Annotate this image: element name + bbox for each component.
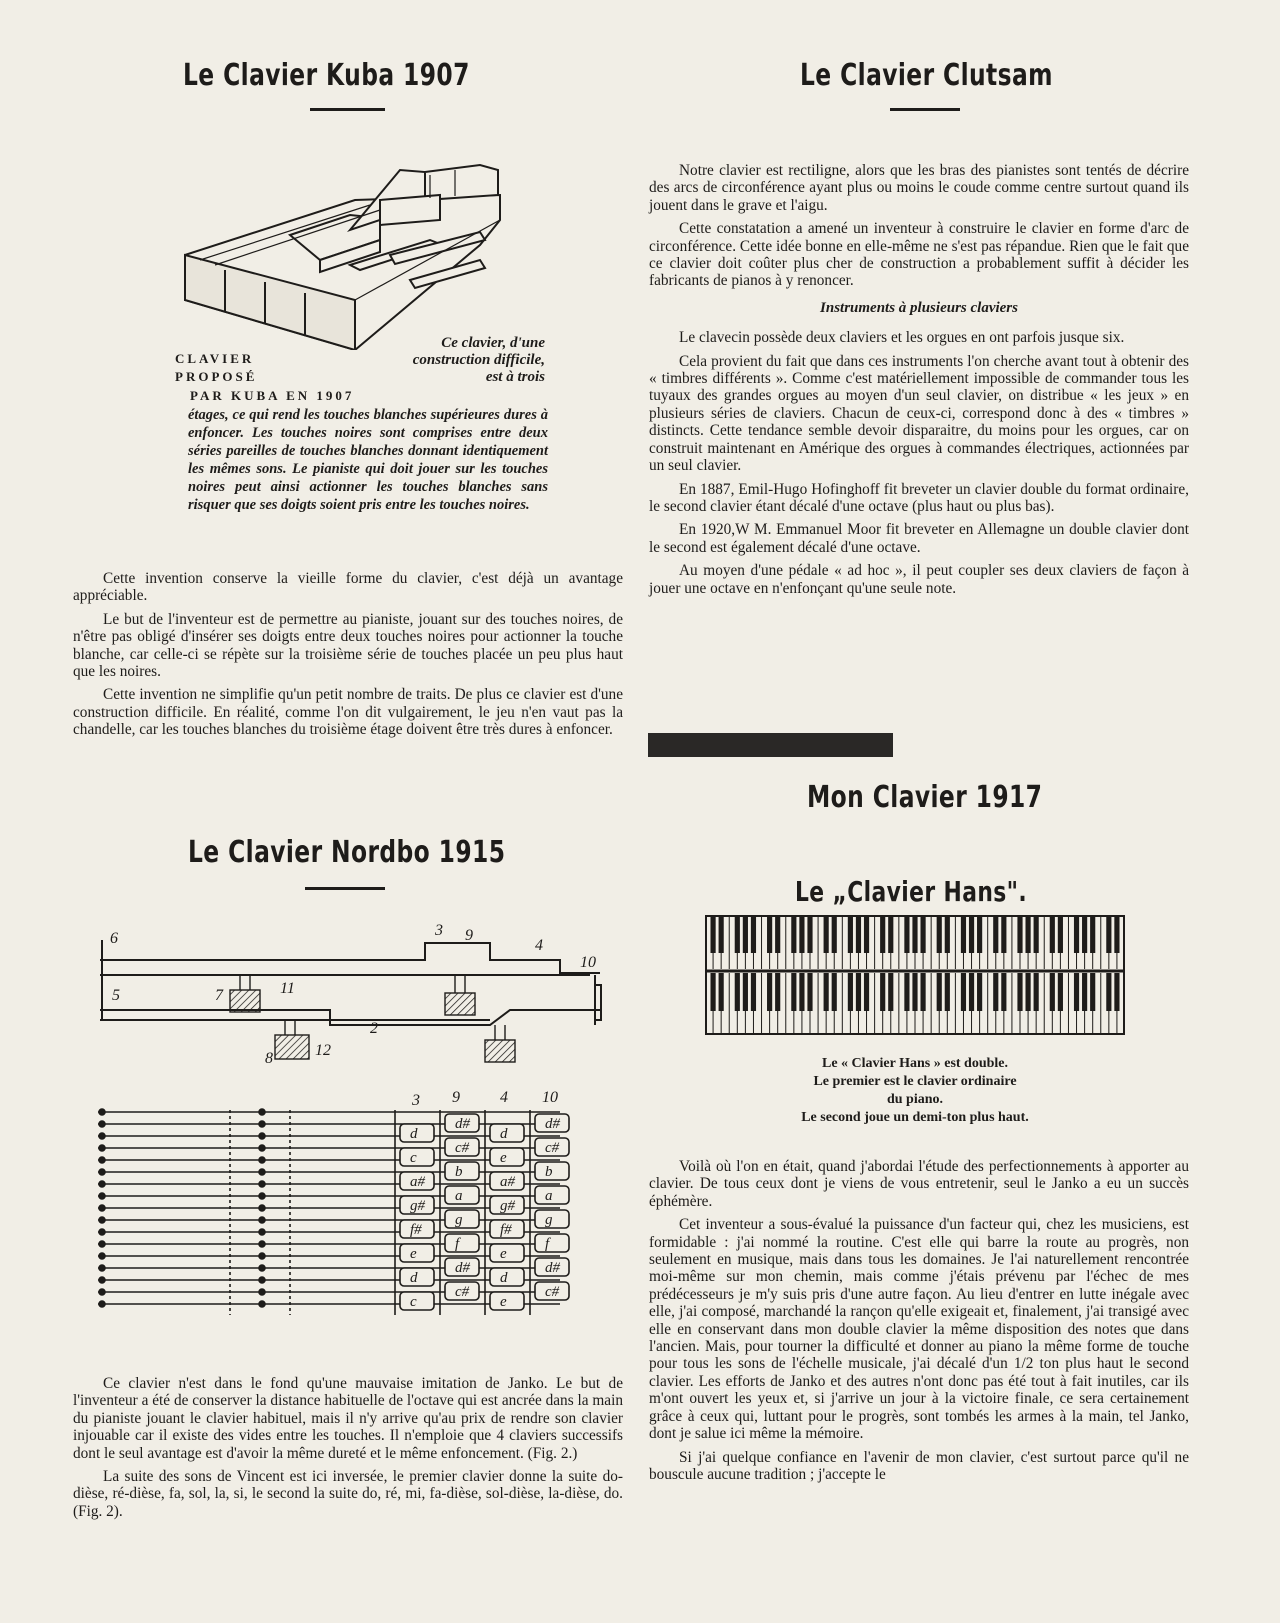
fig2-note-label: d	[410, 1270, 418, 1286]
kuba-label-1: CLAVIER	[175, 351, 255, 366]
fig2-note-label: d	[500, 1270, 508, 1286]
black-key	[1050, 917, 1055, 953]
black-key	[961, 973, 966, 1011]
fig1-label-5: 5	[112, 987, 120, 1004]
fig1-label-8: 8	[265, 1050, 273, 1067]
black-key	[799, 917, 804, 953]
black-key	[710, 917, 715, 953]
black-key	[751, 973, 756, 1011]
black-key	[1106, 973, 1111, 1011]
fig2-key-dot	[99, 1205, 105, 1211]
black-key	[791, 973, 796, 1011]
fig2-key-dot	[259, 1121, 265, 1127]
fig2-key-dot	[99, 1157, 105, 1163]
fig2-key-dot	[259, 1229, 265, 1235]
kuba-paragraph-2: Le but de l'inventeur est de permettre au pianiste, jouant sur des touches noires, de n'être pas obligé d'insérer ses doigts entre deux touches noires pour actionner la touche blanche, car celle-ci se répète sur la troisième série de touches placée un peu plus haut que les noires.	[73, 610, 623, 681]
fig2-key-dot	[259, 1169, 265, 1175]
black-key	[1025, 973, 1030, 1011]
fig2-note-key	[490, 1148, 524, 1166]
black-key	[864, 973, 869, 1011]
black-key	[904, 917, 909, 953]
kuba-paragraph-3: Cette invention ne simplifie qu'un petit nombre de traits. De plus ce clavier est d'une construction difficile. En réalité, comme l'on dit vulgairement, le jeu n'en vaut pas la chandelle, car les touches blanches du troisième étage doivent être très dures à enfoncer.	[73, 686, 623, 739]
mon-clavier-paragraph-2: Cet inventeur a sous-évalué la puissance d'un facteur qui, chez les musiciens, est formidable : j'ai nommé la routine. C'est elle qui barre la route au progrès, non seulement en musique, mais dans tous les domaines. Je l'ai naturellement rencontrée moi-même sur mon chemin, mais comme j'étais prévenu par l'échec de mes prédécesseurs je m'y suis pris d'une autre façon. Au lieu d'entrer en lutte inégale avec elle, j'ai composé, marchandé la rançon qu'elle exigeait et, finalement, j'ai transigé avec elle en conservant dans mon double clavier la même disposition des notes que dans l'ancien. Mais, pour tourner la difficulté et donner au piano la même forme de touche pour tous les sons de l'échelle musicale, j'ai décalé d'un 1/2 ton plus haut le second clavier. Les efforts de Janko et des autres n'ont donc pas été tout à fait inutiles, car ils m'ont ouvert les yeux et, si j'arrive un jour à la victoire finale, ce sera certainement grâce à ceux qui, luttant pour le progrès, sont tombés les armes à la main, tel Janko, dont je salue ici même la mémoire.	[649, 1216, 1189, 1443]
fig2-key-dot	[259, 1265, 265, 1271]
black-key	[1001, 917, 1006, 953]
nordbo-paragraph-2: La suite des sons de Vincent est ici inversée, le premier clavier donne la suite do-dièse, ré-dièse, fa, sol, la, si, le second la suite do, ré, mi, fa-dièse, sol-dièse, la-dièse, do. (Fig. 2).	[73, 1468, 623, 1520]
fig2-note-label: c#	[455, 1140, 470, 1156]
black-key	[1058, 917, 1063, 953]
kuba-paragraph-1: Cette invention conserve la vieille forme du clavier, c'est déjà un avantage appréciable.	[73, 570, 623, 605]
fig1-label-2: 2	[370, 1020, 378, 1037]
black-key	[880, 973, 885, 1011]
black-key	[1106, 917, 1111, 953]
black-key	[1034, 917, 1039, 953]
black-key	[1074, 917, 1079, 953]
fig2-note-key	[400, 1148, 434, 1166]
fig2-note-label: d	[500, 1126, 508, 1142]
black-key	[848, 973, 853, 1011]
fig2-note-label: c#	[455, 1284, 470, 1300]
fig2-note-label: f	[455, 1236, 460, 1252]
black-key	[791, 917, 796, 953]
black-key	[864, 917, 869, 953]
fig2-key-dot	[259, 1241, 265, 1247]
fig2-note-label: d#	[545, 1116, 560, 1132]
kuba-caption-side: Ce clavier, d'une construction difficile, est à trois	[412, 335, 545, 385]
black-key	[969, 917, 974, 953]
kuba-label-2: PROPOSÉ	[175, 369, 258, 384]
fig2-key-dot	[99, 1289, 105, 1295]
fig2-key-dot	[99, 1109, 105, 1115]
mon-clavier-paragraph-3: Si j'ai quelque confiance en l'avenir de mon clavier, c'est surtout parce qu'il ne bouscule aucune tradition ; j'accepte le	[649, 1448, 1189, 1483]
black-key	[937, 973, 942, 1011]
fig2-note-label: c#	[545, 1140, 560, 1156]
fig2-key-dot	[99, 1169, 105, 1175]
fig1-label-9: 9	[465, 927, 473, 944]
fig2-note-label: c#	[545, 1284, 560, 1300]
black-key	[807, 973, 812, 1011]
kuba-caption-rest: étages, ce qui rend les touches blanches supérieures dures à enfoncer. Les touches noires sont comprises entre deux séries pareilles de touches blanches donnant identiquement les mêmes sons. Le pianiste qui doit jouer sur les touches noires peut ainsi actionner les touches blanches sans risquer que ses doigts soient pris entre les touches noires.	[188, 407, 548, 513]
black-key	[945, 973, 950, 1011]
fig2-key-dot	[259, 1301, 265, 1307]
kuba-keyboard-illustration	[180, 160, 590, 350]
fig2-note-key	[490, 1244, 524, 1262]
fig2-note-label: b	[455, 1164, 463, 1180]
fig2-key-dot	[99, 1121, 105, 1127]
fig2-key-dot	[259, 1157, 265, 1163]
fig2-key-dot	[99, 1193, 105, 1199]
fig2-note-label: d#	[455, 1116, 470, 1132]
fig2-key-dot	[99, 1277, 105, 1283]
nordbo-paragraph-1: Ce clavier n'est dans le fond qu'une mauvaise imitation de Janko. Le but de l'inventeur a été de conserver la distance habituelle de l'octave qui est ancrée dans la main du pianiste jouant le clavier habituel, mais il n'y arrive qu'au prix de rendre son clavier injouable car il existe des vides entre les touches. Il n'emploie que 4 claviers successifs dont le seul avantage est d'avoir la même dureté et le même enfoncement. (Fig. 2.)	[73, 1375, 623, 1462]
fig1-label-7: 7	[215, 987, 223, 1004]
black-key	[832, 917, 837, 953]
nordbo-title-rule	[305, 887, 385, 890]
clavier-hans-caption	[705, 1055, 1125, 1127]
black-key	[912, 973, 917, 1011]
caption-line-1: Le « Clavier Hans » est double.	[821, 1056, 1009, 1071]
black-key	[1114, 973, 1119, 1011]
black-key	[807, 917, 812, 953]
black-key	[888, 973, 893, 1011]
black-key	[880, 917, 885, 953]
black-key	[1090, 973, 1095, 1011]
fig1-label-3: 3	[435, 922, 443, 939]
mon-clavier-paragraph-1: Voilà où l'on en était, quand j'abordai l'étude des perfectionnements à apporter au clavier. De tous ceux dont je viens de vous entretenir, seul le Janko a eu un succès éphémère.	[649, 1158, 1189, 1210]
black-key	[767, 973, 772, 1011]
black-key	[824, 973, 829, 1011]
black-key	[1050, 973, 1055, 1011]
black-key	[993, 917, 998, 953]
black-key	[1082, 917, 1087, 953]
fig2-note-key	[490, 1292, 524, 1310]
nordbo-fig2-diagram	[90, 1090, 620, 1330]
fig2-note-key	[400, 1244, 434, 1262]
black-key	[751, 917, 756, 953]
black-key	[743, 917, 748, 953]
black-key	[961, 917, 966, 953]
black-key	[735, 973, 740, 1011]
nordbo-fig1-diagram	[90, 915, 630, 1080]
fig2-note-label: b	[545, 1164, 553, 1180]
fig2-note-label: d#	[455, 1260, 470, 1276]
caption-line-4: Le second joue un demi-ton plus haut.	[801, 1110, 1029, 1125]
black-key	[743, 973, 748, 1011]
black-key	[904, 973, 909, 1011]
black-key	[1058, 973, 1063, 1011]
fig2-key-dot	[259, 1289, 265, 1295]
black-key	[719, 917, 724, 953]
caption-line-3: du piano.	[886, 1092, 944, 1107]
section-divider-bar	[648, 733, 893, 757]
fig2-note-key	[445, 1234, 479, 1252]
black-key	[719, 973, 724, 1011]
fig2-key-dot	[259, 1277, 265, 1283]
nordbo-body	[73, 1375, 623, 1526]
fig2-note-label: d	[410, 1126, 418, 1142]
black-key	[767, 917, 772, 953]
black-key	[824, 917, 829, 953]
instruments-paragraph-4: En 1920,W M. Emmanuel Moor fit breveter en Allemagne un double clavier dont le second est également décalé d'une octave.	[649, 521, 1189, 556]
mon-clavier-body	[649, 1158, 1189, 1489]
fig2-key-dot	[99, 1253, 105, 1259]
fig2-note-label: a#	[410, 1174, 425, 1190]
fig2-note-label: e	[500, 1246, 507, 1262]
fig2-key-dot	[99, 1241, 105, 1247]
kuba-title-rule	[310, 108, 385, 111]
fig2-key-dot	[259, 1145, 265, 1151]
black-key	[920, 917, 925, 953]
black-key	[1090, 917, 1095, 953]
kuba-body	[73, 570, 623, 745]
black-key	[775, 973, 780, 1011]
black-key	[1082, 973, 1087, 1011]
fig2-note-label: g#	[500, 1198, 515, 1214]
black-key	[1074, 973, 1079, 1011]
fig2-note-label: e	[410, 1246, 417, 1262]
instruments-paragraph-3: En 1887, Emil-Hugo Hofinghoff fit breveter un clavier double du format ordinaire, le second clavier étant décalé d'une octave (plus haut ou plus bas).	[649, 480, 1189, 515]
fig2-note-label: a	[545, 1188, 553, 1204]
black-key	[775, 917, 780, 953]
instruments-subhead: Instruments à plusieurs claviers	[820, 299, 1018, 316]
fig2-key-dot	[99, 1301, 105, 1307]
fig2-label-4: 4	[500, 1090, 508, 1106]
black-key	[977, 973, 982, 1011]
fig2-note-label: c	[410, 1150, 417, 1166]
fig2-key-dot	[99, 1265, 105, 1271]
fig1-label-4: 4	[535, 937, 543, 954]
fig2-key-dot	[99, 1145, 105, 1151]
black-key	[856, 973, 861, 1011]
black-key	[888, 917, 893, 953]
clutsam-paragraph-2: Cette constatation a amené un inventeur à construire le clavier en forme d'arc de circonférence. Cette idée bonne en elle-même ne s'est pas répandue. Rien que le fait que ce clavier doit coûter plus cher de construction a probablement suffit à décider les fabricants de pianos à y renoncer.	[649, 220, 1189, 290]
fig2-note-label: g	[455, 1212, 463, 1228]
instruments-paragraph-1: Le clavecin possède deux claviers et les orgues en ont parfois jusque six.	[679, 329, 1125, 347]
clutsam-paragraph-1: Notre clavier est rectiligne, alors que les bras des pianistes sont tentés de décrire des arcs de circonférence ayant plus ou moins le coude comme centre surtout quand ils jouent dans le grave et l'aigu.	[649, 162, 1189, 214]
fig2-key-dot	[259, 1133, 265, 1139]
fig1-label-12: 12	[315, 1042, 331, 1059]
black-key	[993, 973, 998, 1011]
black-key	[977, 917, 982, 953]
black-key	[735, 917, 740, 953]
clavier-hans-illustration	[705, 915, 1125, 1035]
black-key	[945, 917, 950, 953]
fig2-note-key	[535, 1234, 569, 1252]
fig2-note-label: e	[500, 1150, 507, 1166]
fig2-note-label: f#	[410, 1222, 422, 1238]
black-key	[937, 917, 942, 953]
clutsam-title-rule	[890, 108, 960, 111]
fig1-label-11: 11	[280, 980, 295, 997]
black-key	[1025, 917, 1030, 953]
kuba-title: Le Clavier Kuba 1907	[183, 58, 470, 93]
fig2-label-9: 9	[452, 1090, 460, 1106]
black-key	[710, 973, 715, 1011]
fig2-key-dot	[99, 1133, 105, 1139]
fig2-note-key	[400, 1292, 434, 1310]
fig2-label-3: 3	[412, 1092, 420, 1109]
nordbo-title: Le Clavier Nordbo 1915	[188, 835, 506, 870]
black-key	[969, 973, 974, 1011]
black-key	[920, 973, 925, 1011]
kuba-label-3: PAR KUBA EN 1907	[190, 388, 355, 403]
mon-clavier-title: Mon Clavier 1917	[807, 780, 1043, 815]
black-key	[1017, 917, 1022, 953]
instruments-paragraph-2: Cela provient du fait que dans ces instruments l'on cherche avant tout à obtenir des « timbres différents ». Comme c'est matériellement impossible de commander tous les tuyaux des grandes orgues au moyen d'un seul clavier, on distribue « les jeux » en plusieurs séries de claviers. Chacun de ceux-ci, correspond donc à des « timbres » distincts. Cette tendance semble devoir disparaitre, du moins pour les orgues, car on construit maintenant en Amérique des orgues à commandes électriques, actionnées par un seul clavier.	[649, 352, 1189, 475]
black-key	[912, 917, 917, 953]
fig1-label-6: 6	[110, 930, 118, 947]
clutsam-body	[649, 162, 1189, 603]
fig2-key-dot	[259, 1253, 265, 1259]
fig2-note-label: a	[455, 1188, 463, 1204]
fig2-note-label: d#	[545, 1260, 560, 1276]
fig2-note-label: f#	[500, 1222, 512, 1238]
fig2-note-label: g#	[410, 1198, 425, 1214]
fig2-note-label: f	[545, 1236, 550, 1252]
black-key	[799, 973, 804, 1011]
fig2-key-dot	[99, 1181, 105, 1187]
black-key	[1034, 973, 1039, 1011]
clavier-hans-subtitle: Le „Clavier Hans".	[795, 875, 1028, 908]
fig2-label-10: 10	[542, 1090, 558, 1106]
fig2-key-dot	[259, 1193, 265, 1199]
instruments-paragraph-5: Au moyen d'une pédale « ad hoc », il peut coupler ses deux claviers de façon à jouer une octave en n'enfonçant qu'une seule note.	[649, 562, 1189, 597]
black-key	[1001, 973, 1006, 1011]
fig2-key-dot	[99, 1229, 105, 1235]
black-key	[856, 917, 861, 953]
fig2-key-dot	[99, 1217, 105, 1223]
fig2-note-label: c	[410, 1294, 417, 1310]
black-key	[1114, 917, 1119, 953]
caption-line-2: Le premier est le clavier ordinaire	[813, 1074, 1017, 1089]
black-key	[832, 973, 837, 1011]
fig2-note-label: g	[545, 1212, 553, 1228]
fig2-key-dot	[259, 1109, 265, 1115]
fig2-key-dot	[259, 1181, 265, 1187]
clutsam-title: Le Clavier Clutsam	[800, 58, 1053, 93]
fig2-key-dot	[259, 1217, 265, 1223]
fig2-note-label: a#	[500, 1174, 515, 1190]
black-key	[848, 917, 853, 953]
fig1-label-10: 10	[580, 954, 596, 971]
black-key	[1017, 973, 1022, 1011]
fig2-note-label: e	[500, 1294, 507, 1310]
fig2-key-dot	[259, 1205, 265, 1211]
